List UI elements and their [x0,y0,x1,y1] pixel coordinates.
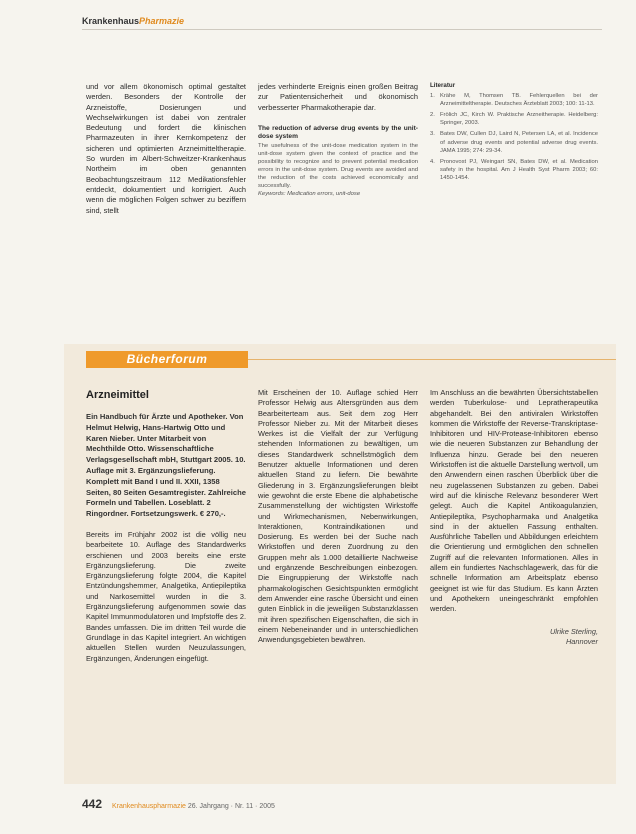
literature-column [430,82,598,185]
book-forum-rule [248,359,616,360]
article-text-1: und vor allem ökonomisch optimal gestaltet werden. Besonders der Kontrolle der Arzneistoffe, Dosierungen und Wechselwirkungen ist dabei von zentraler Bedeutung und fordert die klinischen Pharmazeuten in ihrer Kernkompetenz der sicheren und optimierten Arzneimitteltherapie. So wurden im Albert-Schweitzer-Krankenhaus Northeim im oben genannten Beobachtungszeitraum 112 Medikationsfehler entdeckt, dokumentiert und korrigiert. Auch wenn die möglichen Folgen schwer zu beziffern sind, stellt [86,82,246,215]
review-column-3 [430,388,598,647]
reviewer-name: Ulrike Sterling, [549,626,598,636]
header-title-accent: Pharmazie [139,16,185,26]
review-column-2 [258,388,418,645]
review-column-1 [86,388,246,664]
book-title: Arzneimittel [86,389,149,401]
review-text-2: Mit Erscheinen der 10. Auflage schied Herr Professor Helwig aus Altersgründen aus dem Bearbeiterteam aus. Seit dem zog Herr Professor Nieber zu. Mit der Mitarbeit dieses Werkes ist die Vielfalt der zur Verfügung stehenden Informationen zu bewältigen, um dieses Standardwerk schnellstmöglich dem Benutzer aktuelle Informationen und deren aktuellen Stand zu liefern. Die bewährte Gliederung in 3. Ergänzungslieferungen bleibt wie gewohnt die erste Ebene die alphabetische Zusammenstellung der wichtigsten Wirkstoffe und Wirkmechanismen, Nebenwirkungen, Interaktionen, Kontraindikationen und Dosierung. Es werden bei der Suche nach Wirkstoffen und deren Zuordnung zu den Gruppen mehr als 1.000 detaillierte Nachweise und ergänzende Beschreibungen einbezogen. Die Eingruppierung der Wirkstoffe nach pharmakologischen Gesichtspunkten ermöglicht dem Anwender eine rasche Übersicht und einen guten Einblick in die jeweiligen Substanzklassen mit ihren spezifischen Eigenschaften, die sich in einem Nebeneinander und in unterschiedlichen Anwendungsgebieten bewähren. [258,388,418,645]
page-header [82,16,184,26]
summary-text: The usefulness of the unit-dose medication system in the unit-dose system given the context of practice and the possibility to recognize and to prevent potential medication errors in the unit-dose system. Drug events are avoided and the reduction of the costs achieved economically and successfully. [258,142,418,189]
page-number: 442 [82,797,103,811]
review-text-1: Bereits im Frühjahr 2002 ist die völlig neu bearbeitete 10. Auflage des Standardwerks erschienen und 2003 bereits eine erste Ergänzungslieferung. Die zweite Ergänzungslieferung folgte 2004, die Kapitel Entzündungshemmer, Analgetika, Antiepileptika und Narkosemittel wurden in die 3. Ergänzungslieferung aufgenommen sowie das Kapitel Immunmodulatoren und Impfstoffe des 2. Bandes umfassen. Die im dritten Teil wurde die Grundlage in das Kapitel integriert. An wichtigen aktuellen Stellen wurden Neuzulassungen, Ergänzungen, Änderungen eingefügt. [86,529,246,663]
article-column-2 [258,82,418,198]
literature-list [430,92,598,182]
literature-item: 3. Bates DW, Cullen DJ, Laird N, Petersen LA, et al. Incidence of adverse drug events and potential adverse drug events. JAMA 1995; 274: 29-34. [430,131,598,154]
reviewer [430,627,598,648]
reviewer-city: Hannover [565,636,598,646]
book-details: Ein Handbuch für Ärzte und Apotheker. Von Helmut Helwig, Hans-Hartwig Otto und Karen Nieber. Unter Mitarbeit von Mechthilde Otto. Wissenschaftliche Verlagsgesellschaft mbH, Stuttgart 2005. 10. Auflage mit 3. Ergänzungslieferung. Komplett mit Band I und II. XXII, 1358 Seiten, 80 Seiten Gesamtregister. Zahlreiche Formeln und Tabellen. Loseblatt. 2 Ringordner. Fortsetzungswerk. € 270,-. [86,412,246,519]
article-text-2: jedes verhinderte Ereignis einen großen Beitrag zur Patientensicherheit und ökonomisch verbesserter Pharmakotherapie dar. [258,82,418,112]
literature-item: 1. Krähe M, Thomsen TB. Fehlerquellen bei der Arzneimitteltherapie. Deutsches Ärzteblatt 2003; 100: 11-13. [430,93,598,108]
header-rule [82,29,602,30]
review-text-3: Im Anschluss an die bewährten Übersichtstabellen werden Tuberkulose- und Lepratherapeutika abgehandelt. Bei den antiviralen Wirkstoffen kommen die Wirkstoffe der Reverse-Transkriptase-Inhibitoren und HIV-Protease-Inhibitoren ebenso wie die neueren Substanzen zur Behandlung der Influenza hinzu. Gerade bei den neueren Wirkstoffen ist die aktuelle Darstellung wertvoll, um den Anwendern einen raschen Überblick über die neu zugelassenen Substanzen zu geben. Dabei wird auf die klinische Relevanz besonderer Wert gelegt. Auch die Kapitel Antikoagulanzien, Antiepileptika, Psychopharmaka und Analgetika sind in der aktuellen Fassung enthalten. Ausführliche Tabellen und Abbildungen erleichtern die Orientierung und ermöglichen den schnellen Zugriff auf die relevanten Informationen. Alles in allem ein fundiertes Nachschlagewerk, das für die schnelle Information am Arbeitsplatz ebenso geeignet ist wie für das Studium. Es kann Ärzten und Apothekern uneingeschränkt empfohlen werden. [430,388,598,614]
literature-item: 4. Pronovost PJ, Weingart SN, Bates DW, et al. Medication safety in the hospital. Am J Health Syst Pharm 2003; 60: 1450-1454. [430,158,598,181]
summary-title: The reduction of adverse drug events by the unit-dose system [258,124,418,141]
summary-keywords: Keywords: Medication errors, unit-dose [258,190,361,197]
literature-title: Literatur [430,82,456,89]
journal-name: Krankenhauspharmazie [111,803,186,810]
literature-item: 2. Frölich JC, Kirch W. Praktische Arzneitherapie. Heidelberg: Springer, 2003. [430,112,598,127]
book-forum-label: Bücherforum [86,351,248,368]
article-column-1 [86,82,246,216]
page-footer [82,797,275,811]
header-title: Krankenhaus [82,16,140,26]
journal-issue: 26. Jahrgang · Nr. 11 · 2005 [187,803,275,810]
